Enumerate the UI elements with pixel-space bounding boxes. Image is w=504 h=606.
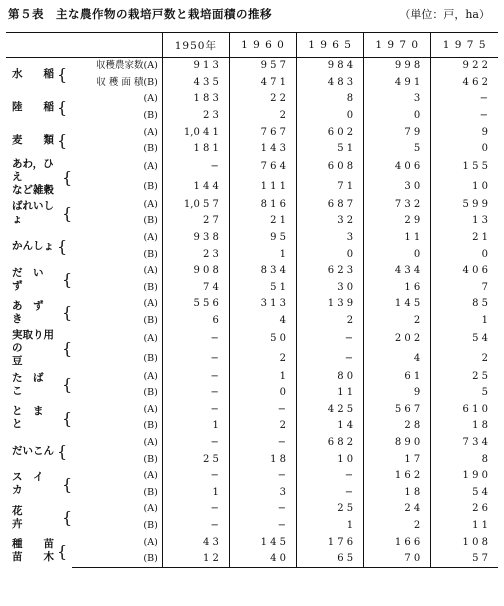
table-row xyxy=(6,230,498,247)
row-type-label: (A) xyxy=(143,93,158,105)
table-row xyxy=(6,349,498,369)
crop-name xyxy=(6,58,72,92)
row-type-label: (B) xyxy=(143,420,158,432)
value-cell: − xyxy=(162,468,229,485)
value-cell: − xyxy=(229,501,296,518)
value-cell: − xyxy=(229,468,296,485)
value-cell: 4 xyxy=(229,313,296,330)
brace-icon: { xyxy=(57,441,68,461)
row-type-label: (B) xyxy=(143,180,158,192)
value-cell: 4 8 3 xyxy=(297,75,364,92)
value-cell: 1 0 xyxy=(297,451,364,468)
crop-name xyxy=(6,435,72,468)
row-type-label: (B) xyxy=(143,453,158,465)
value-cell: 8 1 6 xyxy=(229,197,296,214)
value-cell: 7 xyxy=(431,280,498,297)
crop-table xyxy=(6,32,498,568)
value-cell: 4 0 6 xyxy=(364,158,431,178)
value-cell: 1 8 xyxy=(364,484,431,501)
value-cell: 3 0 xyxy=(297,280,364,297)
value-cell: − xyxy=(229,518,296,535)
row-type-label: (B) xyxy=(143,281,158,293)
brace-icon: { xyxy=(57,541,68,561)
value-cell: − xyxy=(162,368,229,385)
value-cell: 1 3 xyxy=(431,213,498,230)
value-cell: 1 5 5 xyxy=(431,158,498,178)
value-cell: 9 2 2 xyxy=(431,58,498,75)
value-cell: 2 9 xyxy=(364,213,431,230)
row-type-label: (B) xyxy=(72,551,162,568)
value-cell: 1 4 4 xyxy=(162,177,229,197)
value-cell: 6 0 2 xyxy=(297,124,364,141)
value-cell: 2 6 xyxy=(431,501,498,518)
value-cell: 1 xyxy=(431,313,498,330)
table-row xyxy=(6,468,498,485)
table-row xyxy=(6,296,498,313)
crop-name xyxy=(6,501,72,534)
crop-name xyxy=(6,197,72,230)
table-row xyxy=(6,451,498,468)
value-cell: 1 6 6 xyxy=(364,534,431,551)
value-cell: − xyxy=(297,468,364,485)
row-type-label: (A) xyxy=(143,536,158,548)
value-cell: 1 4 5 xyxy=(364,296,431,313)
value-cell: 7 9 xyxy=(364,124,431,141)
value-cell: 9 0 8 xyxy=(162,263,229,280)
crop-name xyxy=(6,263,72,296)
value-cell: 2 xyxy=(229,108,296,125)
crop-name xyxy=(6,296,72,329)
value-cell: 5 6 7 xyxy=(364,402,431,419)
value-cell: 3 xyxy=(364,91,431,108)
row-type-label: (A) xyxy=(143,232,158,244)
table-title: 第５表 主な農作物の栽培戸数と栽培面積の推移 xyxy=(8,7,272,21)
brace-icon: { xyxy=(57,65,68,85)
value-cell: 2 4 xyxy=(364,501,431,518)
brace-icon: { xyxy=(57,131,68,151)
table-row xyxy=(6,518,498,535)
value-cell: 1 7 xyxy=(364,451,431,468)
value-cell: − xyxy=(162,435,229,452)
value-cell: 7 3 4 xyxy=(431,435,498,452)
value-cell: 1 6 2 xyxy=(364,468,431,485)
row-type-label: (A) xyxy=(143,436,158,448)
value-cell: 1 2 xyxy=(162,551,229,568)
row-type-label: (A) xyxy=(143,265,158,277)
row-type-label: (B) xyxy=(143,315,158,327)
value-cell: 8 9 0 xyxy=(364,435,431,452)
value-cell: 4 6 2 xyxy=(431,75,498,92)
value-cell: 1 1 1 xyxy=(229,177,296,197)
table-row xyxy=(6,435,498,452)
row-type-label: (B) xyxy=(143,248,158,260)
year-header: 1 9 6 0 xyxy=(229,33,296,58)
crop-label: あわ，ひえ など雑穀 xyxy=(12,157,54,196)
value-cell: 1 7 6 xyxy=(297,534,364,551)
table-row xyxy=(6,213,498,230)
value-cell: 9 5 7 xyxy=(229,58,296,75)
year-header: 1 9 7 0 xyxy=(364,33,431,58)
value-cell: − xyxy=(431,108,498,125)
value-cell: 1 4 5 xyxy=(229,534,296,551)
crop-label: ス イ カ xyxy=(12,471,54,497)
value-cell: 5 4 xyxy=(431,329,498,349)
value-cell: 3 xyxy=(297,230,364,247)
table-row xyxy=(6,280,498,297)
row-type-label: (A) xyxy=(143,126,158,138)
value-cell: 2 5 xyxy=(162,451,229,468)
value-cell: 3 xyxy=(229,484,296,501)
value-cell: 1 4 xyxy=(297,418,364,435)
brace-icon: { xyxy=(57,98,68,118)
value-cell: 1 xyxy=(162,484,229,501)
row-type-label: (B) xyxy=(143,486,158,498)
value-cell: − xyxy=(162,158,229,178)
year-header: 1950年 xyxy=(162,33,229,58)
value-cell: 2 3 xyxy=(162,246,229,263)
brace-icon: { xyxy=(61,203,73,223)
row-type-label: (A) xyxy=(143,403,158,415)
table-row xyxy=(6,534,498,551)
value-cell: 1 xyxy=(229,368,296,385)
value-cell: 4 7 1 xyxy=(229,75,296,92)
crop-label: だいこん xyxy=(12,444,54,457)
value-cell: − xyxy=(162,385,229,402)
crop-name xyxy=(6,158,72,197)
value-cell: 0 xyxy=(229,385,296,402)
value-cell: 5 xyxy=(431,385,498,402)
value-cell: 2 3 xyxy=(162,108,229,125)
value-cell: 0 xyxy=(431,141,498,158)
year-header: 1 9 7 5 xyxy=(431,33,498,58)
value-cell: 0 xyxy=(364,246,431,263)
crop-label: た ば こ xyxy=(12,371,54,397)
value-cell: − xyxy=(162,349,229,369)
value-cell: 2 5 xyxy=(297,501,364,518)
table-row xyxy=(6,402,498,419)
value-cell: 1 1 xyxy=(364,230,431,247)
value-cell: 7 3 2 xyxy=(364,197,431,214)
value-cell: 4 0 6 xyxy=(431,263,498,280)
table-row xyxy=(6,124,498,141)
value-cell: 6 xyxy=(162,313,229,330)
value-cell: 2 xyxy=(297,313,364,330)
row-type-label: (A) xyxy=(143,161,158,173)
value-cell: 1,0 4 1 xyxy=(162,124,229,141)
value-cell: 2 0 2 xyxy=(364,329,431,349)
crop-label: 陸 稲 xyxy=(12,101,54,114)
value-cell: 1 8 3 xyxy=(162,91,229,108)
header-row xyxy=(6,33,498,58)
row-type-label: (B) xyxy=(143,519,158,531)
value-cell: 2 7 xyxy=(162,213,229,230)
value-cell: 4 2 5 xyxy=(297,402,364,419)
value-cell: 9 3 8 xyxy=(162,230,229,247)
crop-name xyxy=(6,230,72,263)
brace-icon: { xyxy=(61,474,73,494)
value-cell: 1 0 xyxy=(431,177,498,197)
row-type-label: (A) xyxy=(143,298,158,310)
value-cell: 4 9 1 xyxy=(364,75,431,92)
table-row xyxy=(6,58,498,75)
value-cell: 5 xyxy=(364,141,431,158)
table-row xyxy=(6,75,498,92)
value-cell: 6 1 0 xyxy=(431,402,498,419)
value-cell: 9 xyxy=(364,385,431,402)
value-cell: 7 6 7 xyxy=(229,124,296,141)
value-cell: 1 4 3 xyxy=(229,141,296,158)
value-cell: 1 3 9 xyxy=(297,296,364,313)
row-type-label: (A) xyxy=(143,370,158,382)
value-cell: 4 3 5 xyxy=(162,75,229,92)
value-cell: 4 3 4 xyxy=(364,263,431,280)
table-row xyxy=(6,263,498,280)
table-row xyxy=(6,246,498,263)
table-row xyxy=(6,418,498,435)
crop-label: だ い ず xyxy=(12,266,54,292)
crop-name xyxy=(6,468,72,501)
crop-label: あ ず き xyxy=(12,299,54,325)
table-row xyxy=(6,551,498,568)
row-type-label: (A) xyxy=(143,503,158,515)
value-cell: 6 5 xyxy=(297,551,364,568)
value-cell: 9 xyxy=(431,124,498,141)
value-cell: 0 xyxy=(364,108,431,125)
value-cell: 2 5 xyxy=(431,368,498,385)
value-cell: 2 1 xyxy=(431,230,498,247)
crop-label: 実取り用の 豆 xyxy=(12,329,54,368)
value-cell: 5 1 xyxy=(229,280,296,297)
value-cell: 0 xyxy=(431,246,498,263)
table-row xyxy=(6,158,498,178)
value-cell: 1 1 xyxy=(431,518,498,535)
value-cell: − xyxy=(162,518,229,535)
value-cell: 8 xyxy=(431,451,498,468)
value-cell: 7 1 xyxy=(297,177,364,197)
value-cell: 1 8 1 xyxy=(162,141,229,158)
table-row xyxy=(6,313,498,330)
crop-label: ばれいしょ xyxy=(12,200,54,226)
value-cell: 7 4 xyxy=(162,280,229,297)
value-cell: 5 9 9 xyxy=(431,197,498,214)
crop-name xyxy=(6,368,72,401)
value-cell: 8 xyxy=(297,91,364,108)
value-cell: 1 xyxy=(229,246,296,263)
value-cell: 9 5 xyxy=(229,230,296,247)
value-cell: 9 1 3 xyxy=(162,58,229,75)
table-row xyxy=(6,91,498,108)
value-cell: 3 1 3 xyxy=(229,296,296,313)
value-cell: 1 8 xyxy=(229,451,296,468)
brace-icon: { xyxy=(61,303,73,323)
value-cell: 1 8 xyxy=(431,418,498,435)
value-cell: 0 xyxy=(297,246,364,263)
table-row xyxy=(6,368,498,385)
value-cell: 7 0 xyxy=(364,551,431,568)
value-cell: 2 1 xyxy=(229,213,296,230)
row-type-label: 収 穫 面 積(B) xyxy=(96,76,158,88)
value-cell: 1 xyxy=(297,518,364,535)
value-cell: 2 xyxy=(431,349,498,369)
row-type-label: (B) xyxy=(143,387,158,399)
value-cell: 2 8 xyxy=(364,418,431,435)
value-cell: 6 8 7 xyxy=(297,197,364,214)
value-cell: 8 3 4 xyxy=(229,263,296,280)
value-cell: 8 5 xyxy=(431,296,498,313)
value-cell: 1 xyxy=(162,418,229,435)
value-cell: 1 9 0 xyxy=(431,468,498,485)
value-cell: − xyxy=(162,402,229,419)
row-type-label: (B) xyxy=(143,143,158,155)
brace-icon: { xyxy=(61,375,73,395)
crop-label: 花 卉 xyxy=(12,504,54,530)
crop-label: と ま と xyxy=(12,405,54,431)
value-cell: 5 4 xyxy=(431,484,498,501)
table-row xyxy=(6,108,498,125)
crop-label: 水 稲 xyxy=(12,68,54,81)
value-cell: 2 2 xyxy=(229,91,296,108)
crop-label: かんしょ xyxy=(12,239,54,252)
value-cell: 5 7 xyxy=(431,551,498,568)
value-cell: 4 xyxy=(364,349,431,369)
value-cell: − xyxy=(431,91,498,108)
value-cell: 4 3 xyxy=(162,534,229,551)
brace-icon: { xyxy=(57,236,68,256)
row-type-label: (A) xyxy=(143,470,158,482)
table-body xyxy=(6,58,498,568)
value-cell: 2 xyxy=(364,313,431,330)
row-type-label: 収穫農家数(A) xyxy=(96,60,158,72)
table-row xyxy=(6,484,498,501)
unit-label: （単位：戸，ha） xyxy=(399,8,490,21)
crop-name xyxy=(6,329,72,368)
table-row xyxy=(6,329,498,349)
value-cell: 3 2 xyxy=(297,213,364,230)
brace-icon: { xyxy=(61,508,73,528)
value-cell: − xyxy=(229,435,296,452)
value-cell: 2 xyxy=(229,418,296,435)
value-cell: 1 6 xyxy=(364,280,431,297)
value-cell: 1 0 8 xyxy=(431,534,498,551)
value-cell: − xyxy=(297,349,364,369)
value-cell: 7 6 4 xyxy=(229,158,296,178)
crop-name xyxy=(6,124,72,157)
row-type-label: (B) xyxy=(143,110,158,122)
brace-icon: { xyxy=(61,270,73,290)
header-blank xyxy=(6,33,162,58)
value-cell: − xyxy=(229,402,296,419)
value-cell: − xyxy=(162,329,229,349)
row-type-label: (A) xyxy=(143,333,158,345)
row-type-label: (B) xyxy=(143,215,158,227)
value-cell: 8 0 xyxy=(297,368,364,385)
table-row xyxy=(6,141,498,158)
crop-label: 麦 類 xyxy=(12,134,54,147)
value-cell: 5 0 xyxy=(229,329,296,349)
crop-name xyxy=(6,402,72,435)
value-cell: 1 1 xyxy=(297,385,364,402)
value-cell: − xyxy=(297,484,364,501)
value-cell: 9 9 8 xyxy=(364,58,431,75)
value-cell: 9 8 4 xyxy=(297,58,364,75)
value-cell: 2 xyxy=(229,349,296,369)
value-cell: 5 1 xyxy=(297,141,364,158)
value-cell: 2 xyxy=(364,518,431,535)
crop-name xyxy=(6,91,72,124)
brace-icon: { xyxy=(61,408,73,428)
year-header: 1 9 6 5 xyxy=(297,33,364,58)
value-cell: 6 2 3 xyxy=(297,263,364,280)
value-cell: 1,0 5 7 xyxy=(162,197,229,214)
value-cell: 4 0 xyxy=(229,551,296,568)
value-cell: 6 1 xyxy=(364,368,431,385)
row-type-label: (B) xyxy=(143,352,158,364)
value-cell: 6 8 2 xyxy=(297,435,364,452)
value-cell: − xyxy=(162,501,229,518)
value-cell: 3 0 xyxy=(364,177,431,197)
value-cell: 0 xyxy=(297,108,364,125)
table-row xyxy=(6,501,498,518)
table-row xyxy=(6,197,498,214)
value-cell: − xyxy=(297,329,364,349)
table-row xyxy=(6,177,498,197)
brace-icon: { xyxy=(61,339,73,359)
brace-icon: { xyxy=(61,167,73,187)
value-cell: 5 5 6 xyxy=(162,296,229,313)
crop-label: 種 苗 苗 木 xyxy=(12,538,54,564)
table-row xyxy=(6,385,498,402)
row-type-label: (A) xyxy=(143,198,158,210)
crop-name xyxy=(6,534,72,568)
value-cell: 6 0 8 xyxy=(297,158,364,178)
